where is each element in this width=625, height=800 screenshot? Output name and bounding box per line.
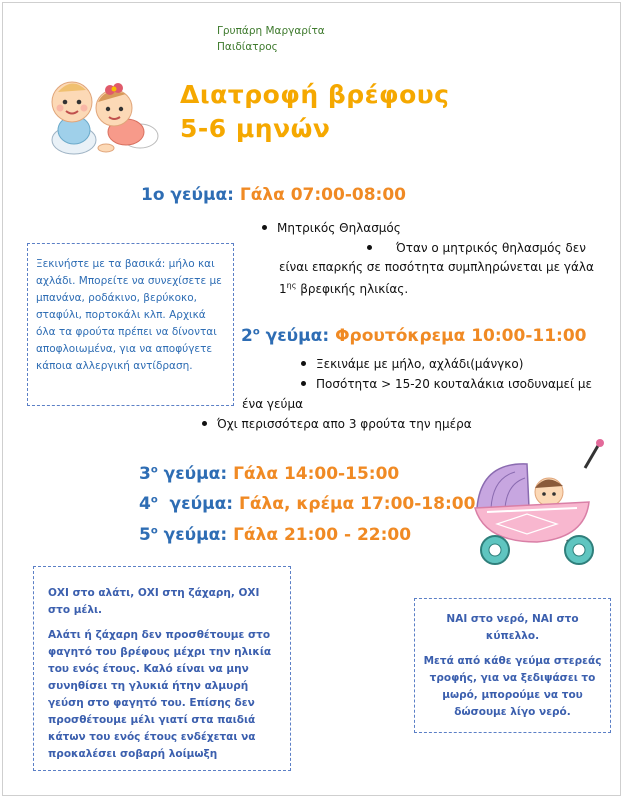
meal-2-bullet-quantity [301, 375, 592, 393]
meal-2-bullet-start [301, 355, 523, 373]
page-title [180, 78, 450, 146]
bullet-text: Ποσότητα > 15-20 κουταλάκια ισοδυναμεί με [316, 377, 593, 391]
bullet-dot [301, 381, 306, 386]
author-block [217, 23, 325, 55]
meal-1-bullet-breastfeeding [262, 219, 401, 237]
title-line-1: Διατροφή βρέφους [180, 80, 450, 109]
author-role: Παιδίατρος [217, 41, 278, 53]
meal-4-label: γεύμα: [157, 494, 234, 514]
meal-2-bullet-limit [202, 415, 472, 433]
bullet-dot [301, 361, 306, 366]
bullet-dot [262, 225, 267, 230]
meal-4-number: 4 [139, 494, 151, 514]
meal-5-superscript: ο [150, 525, 158, 537]
fruit-tips-box [27, 243, 234, 406]
meal-2-bullet-quantity-line2: ένα γεύμα [242, 397, 303, 411]
bullet-text: 1 [279, 282, 287, 296]
no-salt-sugar-text: Αλάτι ή ζάχαρη δεν προσθέτουμε στο φαγητό του βρέφους μέχρι την ηλικία του ενός έτους. Καλό είναι να μην συνηθίσει τη γλυκιά ήτην αλμυρή γεύση στο φαγητό του. Επίσης δεν προσθέτουμε μέλι γιατί στα παιδιά κάτων του ενός έτους ενδέχεται να προκαλέσει σοβαρή λοίμωξη [48, 629, 272, 760]
meal-1-bullet-formula [367, 239, 586, 257]
meal-2-value: Φρουτόκρεμα 10:00-11:00 [335, 326, 587, 346]
meal-5-value: Γάλα 21:00 - 22:00 [233, 525, 412, 545]
meal-2-number: 2 [241, 326, 253, 346]
meal-3-value: Γάλα 14:00-15:00 [233, 464, 400, 484]
bullet-dot [367, 245, 372, 250]
meal-1-label: 1ο γεύμα: [141, 185, 234, 205]
fruit-tips-text: Ξεκινήστε με τα βασικά: μήλο και αχλάδι. Μπορείτε να συνεχίσετε με μπανάνα, ροδάκινο, βερύκοκο, σταφύλι, πορτοκάλι κλπ. Αρχικά όλα τα φρούτα πρέπει να δίνονται αποφλοιωμένα, για να αποφύγετε κάποια αλλεργική αντίδραση. [36, 258, 222, 372]
bullet-text: Μητρικός Θηλασμός [277, 221, 401, 235]
meal-2-heading [241, 326, 586, 346]
bullet-superscript: ης [286, 281, 297, 290]
meal-3-number: 3 [139, 464, 151, 484]
bullet-text: βρεφικής ηλικίας. [296, 282, 409, 296]
meal-3-label: γεύμα: [157, 464, 228, 484]
babies-icon [36, 72, 166, 158]
author-name: Γρυπάρη Μαργαρίτα [217, 25, 325, 37]
meal-5-heading [139, 525, 411, 545]
meal-2-superscript: ο [252, 326, 260, 338]
no-salt-sugar-heading: ΟΧΙ στο αλάτι, ΟΧΙ στη ζάχαρη, ΟΧΙ στο μέλι. [48, 587, 260, 616]
meal-4-superscript: ο [150, 494, 158, 506]
water-tips-text: Μετά από κάθε γεύμα στερεάς τροφής, για να ξεδιψάσει το μωρό, μπορούμε να του δώσουμε λίγο νερό. [423, 655, 602, 718]
water-tips-heading: ΝΑΙ στο νερό, ΝΑΙ στο κύπελλο. [446, 613, 579, 642]
bullet-dot [202, 421, 207, 426]
bullet-text: Όταν ο μητρικός θηλασμός δεν [396, 241, 586, 255]
meal-5-label: γεύμα: [157, 525, 228, 545]
meal-1-value: Γάλα 07:00-08:00 [239, 185, 407, 205]
meal-2-label: γεύμα: [259, 326, 330, 346]
meal-3-heading [139, 464, 399, 484]
meal-3-superscript: ο [150, 464, 158, 476]
bullet-text: Ξεκινάμε με μήλο, αχλάδι(μάνγκο) [316, 357, 524, 371]
water-tips-box [414, 598, 611, 733]
no-salt-sugar-box [33, 566, 291, 771]
bullet-text: Όχι περισσότερα απο 3 φρούτα την ημέρα [217, 417, 472, 431]
meal-4-value: Γάλα, κρέμα 17:00-18:00 [239, 494, 476, 514]
meal-1-bullet-formula-line3 [279, 277, 408, 298]
meal-1-bullet-formula-line2: είναι επαρκής σε ποσότητα συμπληρώνεται με γάλα [279, 260, 594, 274]
stroller-icon [467, 438, 611, 568]
title-line-2: 5-6 μηνών [180, 114, 331, 143]
meal-5-number: 5 [139, 525, 151, 545]
meal-4-heading [139, 494, 475, 514]
meal-1-heading [141, 185, 406, 205]
